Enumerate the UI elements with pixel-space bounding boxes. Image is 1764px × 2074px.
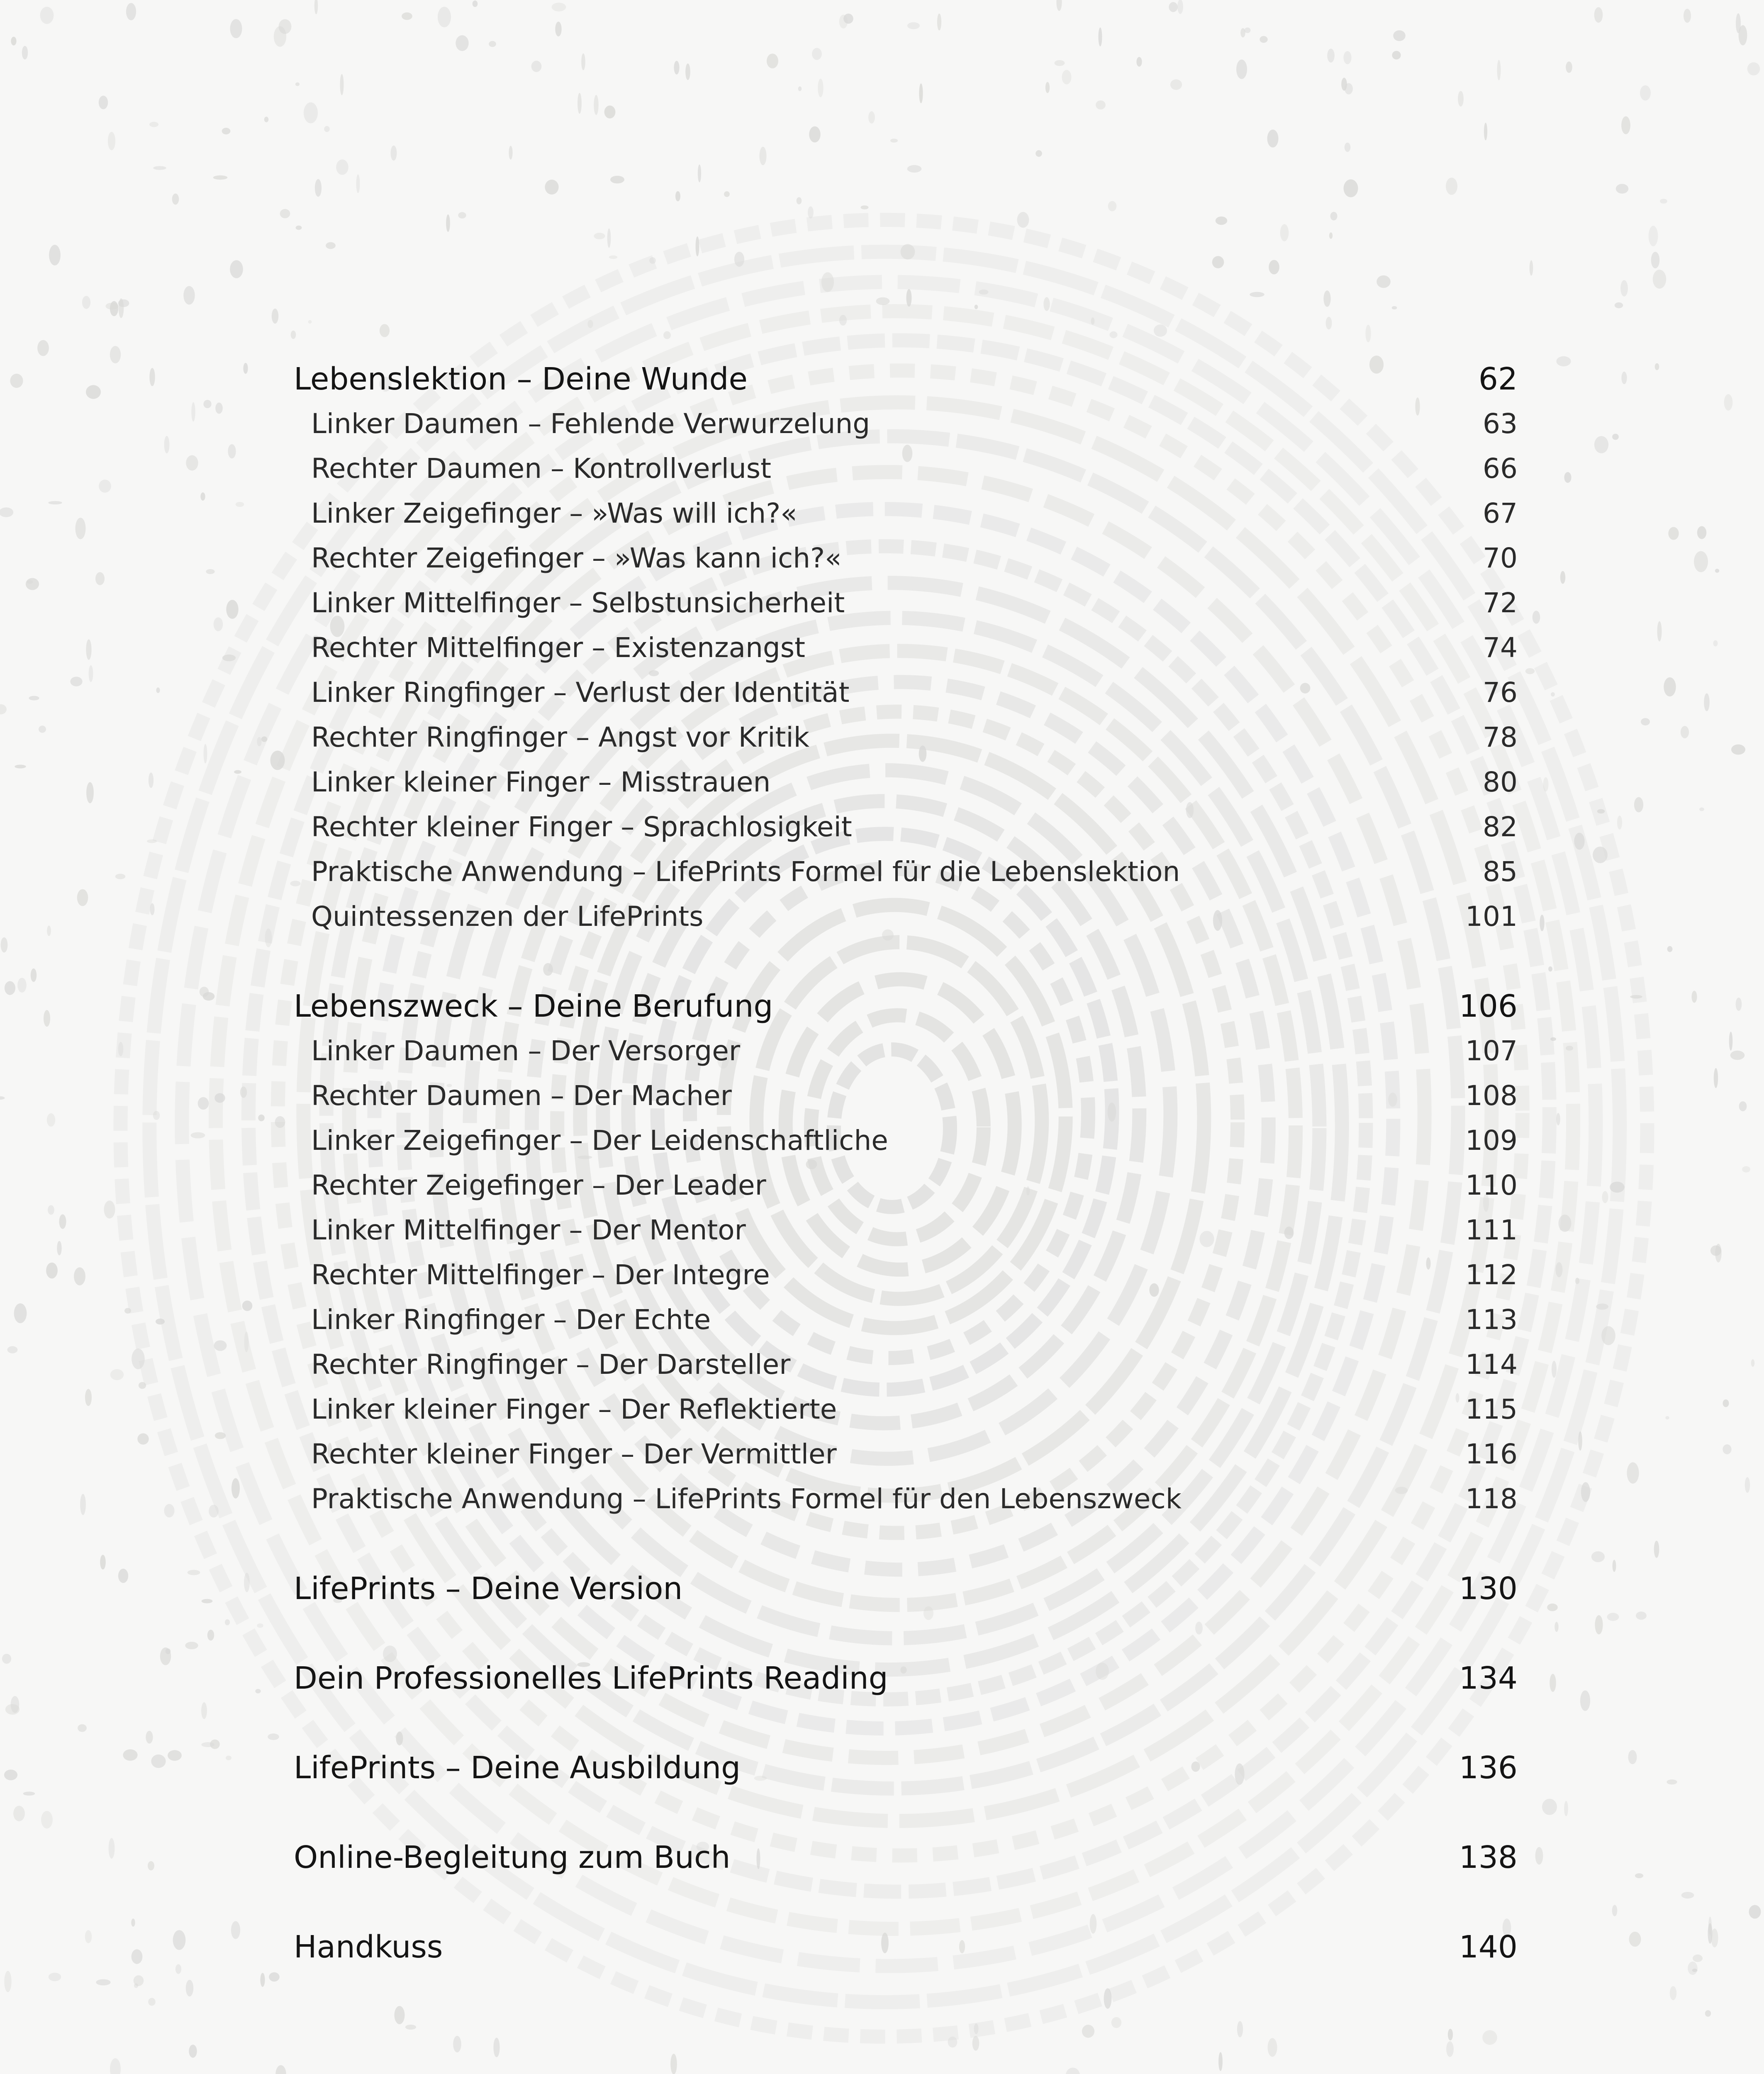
toc-page-number: 138 <box>1459 1840 1518 1875</box>
toc-page-number: 113 <box>1465 1304 1518 1336</box>
toc-chapter[interactable] <box>294 1835 1518 1880</box>
toc-item[interactable] <box>294 1387 1518 1432</box>
toc-item[interactable] <box>294 491 1518 536</box>
toc-item-label: Rechter Daumen – Kontrollverlust <box>311 453 772 484</box>
toc-item[interactable] <box>294 1297 1518 1342</box>
toc-item-label: Linker Zeigefinger – »Was will ich?« <box>311 497 797 529</box>
toc-item-label: Rechter Daumen – Der Macher <box>311 1080 732 1112</box>
toc-item-label: Praktische Anwendung – LifePrints Formel für die Lebenslektion <box>311 856 1180 888</box>
toc-page-number: 106 <box>1459 988 1518 1024</box>
toc-item[interactable] <box>294 402 1518 446</box>
toc-chapter-title: LifePrints – Deine Ausbildung <box>294 1750 741 1786</box>
toc-item[interactable] <box>294 1432 1518 1477</box>
toc-page-number: 134 <box>1459 1660 1518 1696</box>
toc-page-number: 70 <box>1483 542 1518 574</box>
toc-item-label: Linker kleiner Finger – Der Reflektierte <box>311 1393 837 1425</box>
toc-item-label: Rechter Mittelfinger – Existenzangst <box>311 632 806 664</box>
toc-item-label: Rechter Zeigefinger – Der Leader <box>311 1169 766 1201</box>
toc-item[interactable] <box>294 536 1518 581</box>
toc-item-label: Rechter Mittelfinger – Der Integre <box>311 1259 770 1291</box>
toc-page-number: 108 <box>1465 1080 1518 1112</box>
toc-page-number: 67 <box>1483 497 1518 529</box>
toc-page-number: 107 <box>1465 1035 1518 1067</box>
toc-section-lebenslektion <box>294 357 1518 939</box>
toc-chapter[interactable] <box>294 357 1518 402</box>
toc-item[interactable] <box>294 1163 1518 1208</box>
toc-chapter-title: Lebenszweck – Deine Berufung <box>294 988 773 1024</box>
toc-page-number: 111 <box>1465 1214 1518 1246</box>
toc-page-number: 76 <box>1483 677 1518 708</box>
toc-section-lebenszweck <box>294 984 1518 1521</box>
toc-item-label: Rechter Ringfinger – Der Darsteller <box>311 1349 791 1380</box>
toc-item-label: Linker Mittelfinger – Der Mentor <box>311 1214 746 1246</box>
toc-item-label: Linker Ringfinger – Verlust der Identität <box>311 677 850 708</box>
section-spacer <box>294 1701 1518 1745</box>
toc-chapter[interactable] <box>294 984 1518 1029</box>
toc-chapter-title: LifePrints – Deine Version <box>294 1571 683 1607</box>
toc-item[interactable] <box>294 581 1518 626</box>
toc-page-number: 82 <box>1483 811 1518 843</box>
toc-item-label: Linker Ringfinger – Der Echte <box>311 1304 711 1336</box>
toc-chapter-title: Dein Professionelles LifePrints Reading <box>294 1660 888 1696</box>
section-spacer <box>294 939 1518 984</box>
toc-item[interactable] <box>294 894 1518 939</box>
toc-page-number: 110 <box>1465 1169 1518 1201</box>
toc-page-number: 112 <box>1465 1259 1518 1291</box>
toc-item[interactable] <box>294 1029 1518 1074</box>
toc-item[interactable] <box>294 715 1518 760</box>
toc-page-number: 78 <box>1483 721 1518 753</box>
toc-page-number: 114 <box>1465 1349 1518 1380</box>
toc-page-number: 115 <box>1465 1393 1518 1425</box>
toc-chapter-title: Handkuss <box>294 1929 443 1965</box>
toc-chapter-title: Lebenslektion – Deine Wunde <box>294 361 748 397</box>
toc-chapter-title: Online-Begleitung zum Buch <box>294 1840 731 1875</box>
toc-chapter[interactable] <box>294 1745 1518 1790</box>
toc-item[interactable] <box>294 1074 1518 1118</box>
toc-page-number: 130 <box>1459 1571 1518 1607</box>
toc-item-label: Linker kleiner Finger – Misstrauen <box>311 766 771 798</box>
toc-page-number: 118 <box>1465 1483 1518 1515</box>
toc-page-number: 109 <box>1465 1125 1518 1156</box>
section-spacer <box>294 1880 1518 1925</box>
toc-page-number: 66 <box>1483 453 1518 484</box>
toc-item-label: Rechter kleiner Finger – Der Vermittler <box>311 1438 837 1470</box>
toc-page-number: 136 <box>1459 1750 1518 1786</box>
toc-page-number: 80 <box>1483 766 1518 798</box>
toc-item-label: Linker Zeigefinger – Der Leidenschaftliche <box>311 1125 888 1156</box>
toc-chapter[interactable] <box>294 1566 1518 1611</box>
toc-item[interactable] <box>294 805 1518 850</box>
section-spacer <box>294 1790 1518 1835</box>
toc-page-number: 62 <box>1478 361 1518 397</box>
toc-item-label: Rechter Ringfinger – Angst vor Kritik <box>311 721 809 753</box>
toc-item[interactable] <box>294 626 1518 670</box>
toc-chapter[interactable] <box>294 1656 1518 1701</box>
toc-item-label: Linker Daumen – Fehlende Verwurzelung <box>311 408 870 440</box>
toc-item-label: Praktische Anwendung – LifePrints Formel für den Lebenszweck <box>311 1483 1182 1515</box>
toc-item[interactable] <box>294 1208 1518 1253</box>
toc-item-label: Linker Daumen – Der Versorger <box>311 1035 740 1067</box>
toc-page-number: 63 <box>1483 408 1518 440</box>
toc-item-label: Rechter kleiner Finger – Sprachlosigkeit <box>311 811 852 843</box>
toc-item-label: Rechter Zeigefinger – »Was kann ich?« <box>311 542 842 574</box>
toc-chapter[interactable] <box>294 1925 1518 1969</box>
toc-page-number: 140 <box>1459 1929 1518 1965</box>
section-spacer <box>294 1521 1518 1566</box>
toc-item-label: Linker Mittelfinger – Selbstunsicherheit <box>311 587 845 619</box>
toc-item[interactable] <box>294 446 1518 491</box>
toc-item[interactable] <box>294 760 1518 805</box>
toc-item[interactable] <box>294 1118 1518 1163</box>
toc-page-number: 74 <box>1483 632 1518 664</box>
table-of-contents <box>294 357 1518 1969</box>
toc-page-number: 72 <box>1483 587 1518 619</box>
toc-page-number: 116 <box>1465 1438 1518 1470</box>
section-spacer <box>294 1611 1518 1656</box>
toc-item[interactable] <box>294 850 1518 894</box>
toc-page-number: 85 <box>1483 856 1518 888</box>
toc-item[interactable] <box>294 670 1518 715</box>
toc-item[interactable] <box>294 1253 1518 1297</box>
toc-item-label: Quintessenzen der LifePrints <box>311 901 704 932</box>
toc-item[interactable] <box>294 1477 1518 1521</box>
toc-item[interactable] <box>294 1342 1518 1387</box>
toc-page-number: 101 <box>1465 901 1518 932</box>
